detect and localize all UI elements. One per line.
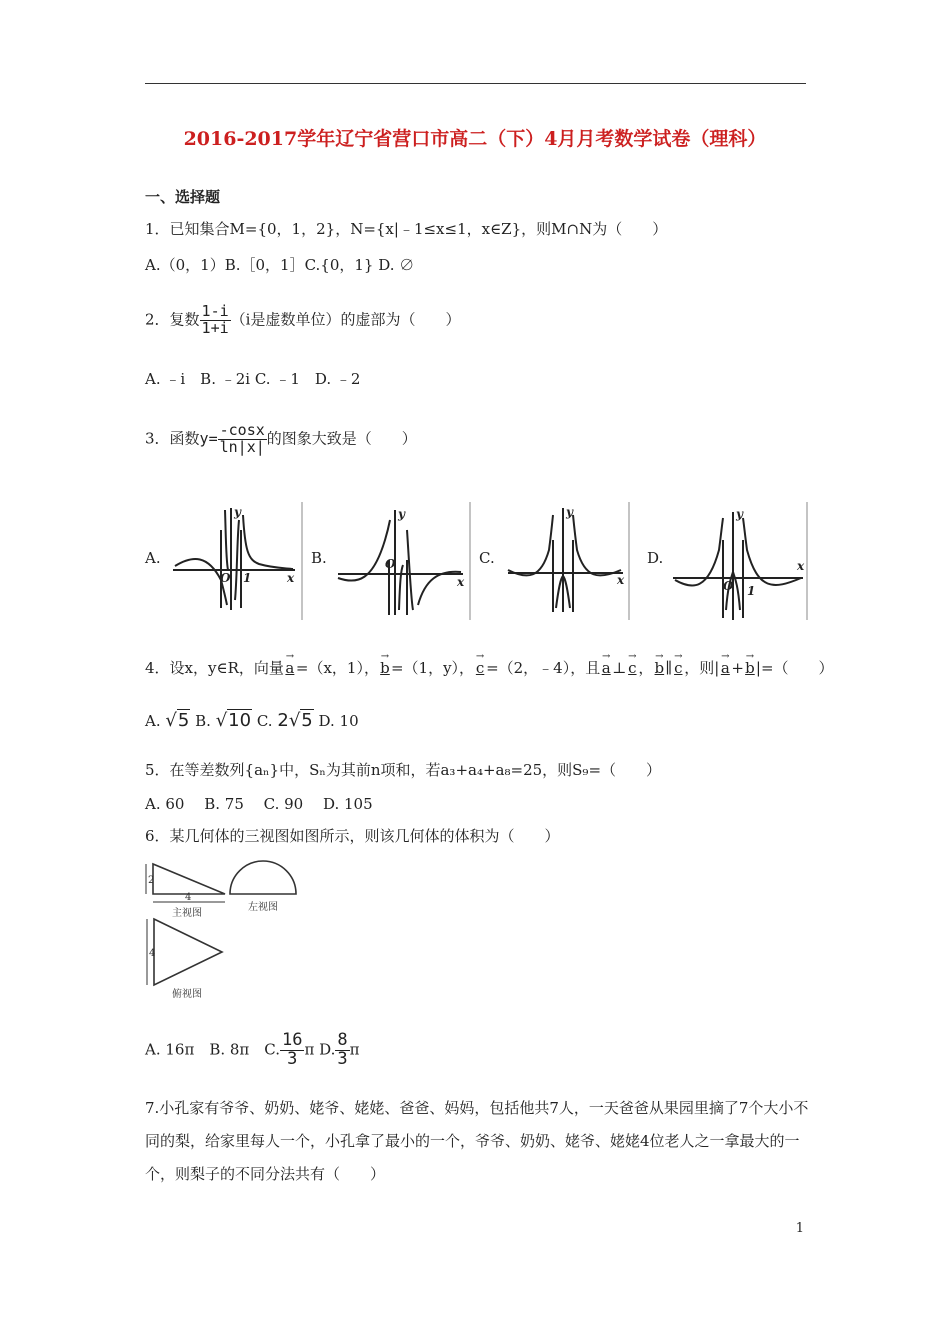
graph-b-x-label: x: [457, 575, 465, 589]
q2-fraction: [200, 304, 231, 337]
vector-b-arrow: →: [380, 651, 390, 662]
top-view-label: 俯视图: [172, 989, 202, 1000]
graph-a-origin: O: [220, 571, 231, 585]
vector-b3-arrow: →: [745, 651, 755, 662]
vector-c-arrow: →: [475, 651, 485, 662]
question-6-stem: 6．某几何体的三视图如图所示，则该几何体的体积为（ ）: [145, 827, 560, 845]
q3-fraction-num: -cosx: [219, 421, 265, 439]
q3-prefix: 3．函数: [145, 429, 200, 448]
q4-sqrt-b: √10: [215, 710, 252, 731]
page-number: 1: [795, 1221, 804, 1236]
left-view-semicircle: [230, 861, 296, 894]
exam-title: 2016-2017学年辽宁省营口市高二（下）4月月考数学试卷（理科）: [183, 128, 767, 150]
question-1-stem: 1．已知集合M={0，1，2}，N={x|﹣1≤x≤1，x∈Z}，则M∩N为（ ）: [145, 220, 668, 238]
graph-a: [173, 502, 302, 620]
vector-b-2: [653, 652, 665, 675]
q2-fraction-num: 1-i: [201, 302, 229, 320]
q6-options-ab: A. 16π B. 8π C.: [145, 1040, 280, 1059]
q4-sqrt-c: 2√5: [277, 710, 313, 731]
vector-a3-arrow: →: [721, 651, 730, 662]
three-view-figure: [140, 852, 310, 1002]
question-2-stem: [145, 304, 460, 337]
q4-rad-c: 5: [301, 710, 313, 731]
q4-text-6: ，则|: [684, 659, 720, 677]
vector-b-char: b: [380, 659, 390, 677]
q4-option-d: D. 10: [318, 712, 359, 730]
q4-sqrt-a: √5: [165, 710, 190, 731]
graph-a-one: 1: [243, 571, 252, 585]
q3-fraction-den: ln|x|: [219, 437, 265, 456]
vector-a-3: [719, 652, 731, 675]
graph-label-c: C.: [479, 549, 495, 567]
vector-b2-char: b: [654, 659, 665, 677]
q3-lhs: y=: [199, 429, 218, 448]
q3-suffix: 的图象大致是（ ）: [266, 429, 417, 448]
question-2-options: A. ﹣i B. ﹣2i C. ﹣1 D. ﹣2: [145, 370, 361, 388]
q6-pi-d: π: [349, 1040, 360, 1059]
vector-a2-char: a: [601, 659, 611, 677]
question-4-options: [145, 710, 359, 731]
vector-c-char: c: [475, 659, 485, 677]
header-rule: [145, 83, 806, 84]
vector-c2-char: c: [628, 659, 637, 677]
question-7-stem: 7.小孔家有爷爷、奶奶、姥爷、姥姥、爸爸、妈妈，包括他共7人，一天爸爸从果园里摘了7个大小不同的梨，给家里每人一个，小孔拿了最小的一个，爷爷、奶奶、姥爷、姥姥4位老人之一拿最大的一个，则梨子的不同分法共有（ ）: [145, 1099, 809, 1183]
vector-b3-char: b: [745, 659, 755, 677]
vector-a-char: a: [285, 659, 295, 677]
graph-c-x-label: x: [617, 573, 625, 587]
top-view-triangle: [154, 919, 222, 985]
vector-c2-arrow: →: [628, 651, 637, 662]
question-3-stem: [145, 423, 417, 456]
q4-text-5: ，: [638, 659, 654, 677]
q4-rad-b: 10: [228, 710, 252, 731]
vector-a-2: [600, 652, 612, 675]
q4-perp: ⊥: [612, 659, 627, 677]
front-view-triangle: [153, 864, 225, 894]
q4-parallel: ∥: [665, 659, 673, 677]
graph-a-x-label: x: [287, 571, 295, 585]
q6-frac-c: [280, 1032, 304, 1069]
q6-frac-c-num: 16: [282, 1030, 303, 1050]
vector-c: [474, 652, 486, 675]
dim-4-front: 4: [185, 892, 192, 903]
q3-graphs: [163, 500, 813, 625]
q4-option-b: B.: [195, 712, 211, 730]
vector-b2-arrow: →: [655, 651, 664, 662]
q4-text-7: |=（ ）: [755, 659, 834, 677]
vector-c3-char: c: [674, 659, 683, 677]
vector-c3-arrow: →: [674, 651, 683, 662]
q4-option-a: A.: [145, 712, 161, 730]
q2-fraction-den: 1+i: [201, 318, 229, 337]
graph-label-b: B.: [311, 549, 327, 567]
vector-a: [284, 652, 296, 675]
q6-pi-c: π: [304, 1040, 315, 1059]
dim-4-top: 4: [149, 948, 156, 959]
vector-c-3: [672, 652, 684, 675]
graph-d-one: 1: [747, 584, 756, 598]
q4-plus: +: [731, 659, 744, 677]
graph-d-origin: O: [723, 579, 734, 593]
graph-c: [508, 502, 629, 620]
question-5-options: A. 60 B. 75 C. 90 D. 105: [145, 795, 373, 813]
q3-fraction: [218, 423, 267, 456]
vector-a2-arrow: →: [602, 651, 611, 662]
question-6-options: [145, 1032, 360, 1069]
graph-b-y-label: y: [398, 507, 405, 521]
q2-prefix: 2．复数: [145, 310, 200, 329]
graph-c-y-label: y: [566, 505, 573, 519]
graph-b-origin: O: [385, 557, 396, 571]
q4-text-3: =（1，y），: [390, 659, 475, 677]
graph-label-d: D.: [647, 549, 664, 567]
left-view-label: 左视图: [248, 902, 278, 913]
section-heading: 一、选择题: [145, 188, 221, 206]
vector-c-2: [626, 652, 638, 675]
q6-frac-d-num: 8: [337, 1030, 348, 1050]
q4-text-4: =（2，﹣4），且: [486, 659, 601, 677]
graph-label-a: A.: [145, 549, 161, 567]
graph-a-y-label: y: [234, 505, 241, 519]
question-5-stem: 5．在等差数列{aₙ}中，Sₙ为其前n项和，若a₃+a₄+a₈=25，则S₉=（ ）: [145, 761, 662, 779]
q6-frac-d: [335, 1032, 349, 1069]
q6-frac-c-den: 3: [287, 1048, 298, 1069]
q4-coef-c: 2: [277, 710, 289, 731]
q2-suffix: （i是虚数单位）的虚部为（ ）: [230, 310, 461, 329]
dim-2: 2: [148, 875, 155, 886]
q6-frac-d-den: 3: [337, 1048, 348, 1069]
vector-b: [379, 652, 391, 675]
front-view-label: 主视图: [172, 908, 202, 919]
q6-option-d: D.: [319, 1040, 336, 1059]
q4-rad-a: 5: [177, 710, 190, 731]
vector-b-3: [744, 652, 756, 675]
q4-text-2: =（x，1），: [295, 659, 379, 677]
vector-a-arrow: →: [285, 651, 295, 662]
q4-option-c: C.: [256, 712, 273, 730]
question-4-stem: [145, 652, 834, 675]
question-1-options: A.（0，1）B.［0，1］C.{0，1} D. ∅: [145, 256, 415, 274]
graph-d-x-label: x: [797, 559, 805, 573]
q4-text-1: 4．设x，y∈R，向量: [145, 659, 284, 677]
graph-d-y-label: y: [736, 507, 743, 521]
vector-a3-char: a: [720, 659, 730, 677]
